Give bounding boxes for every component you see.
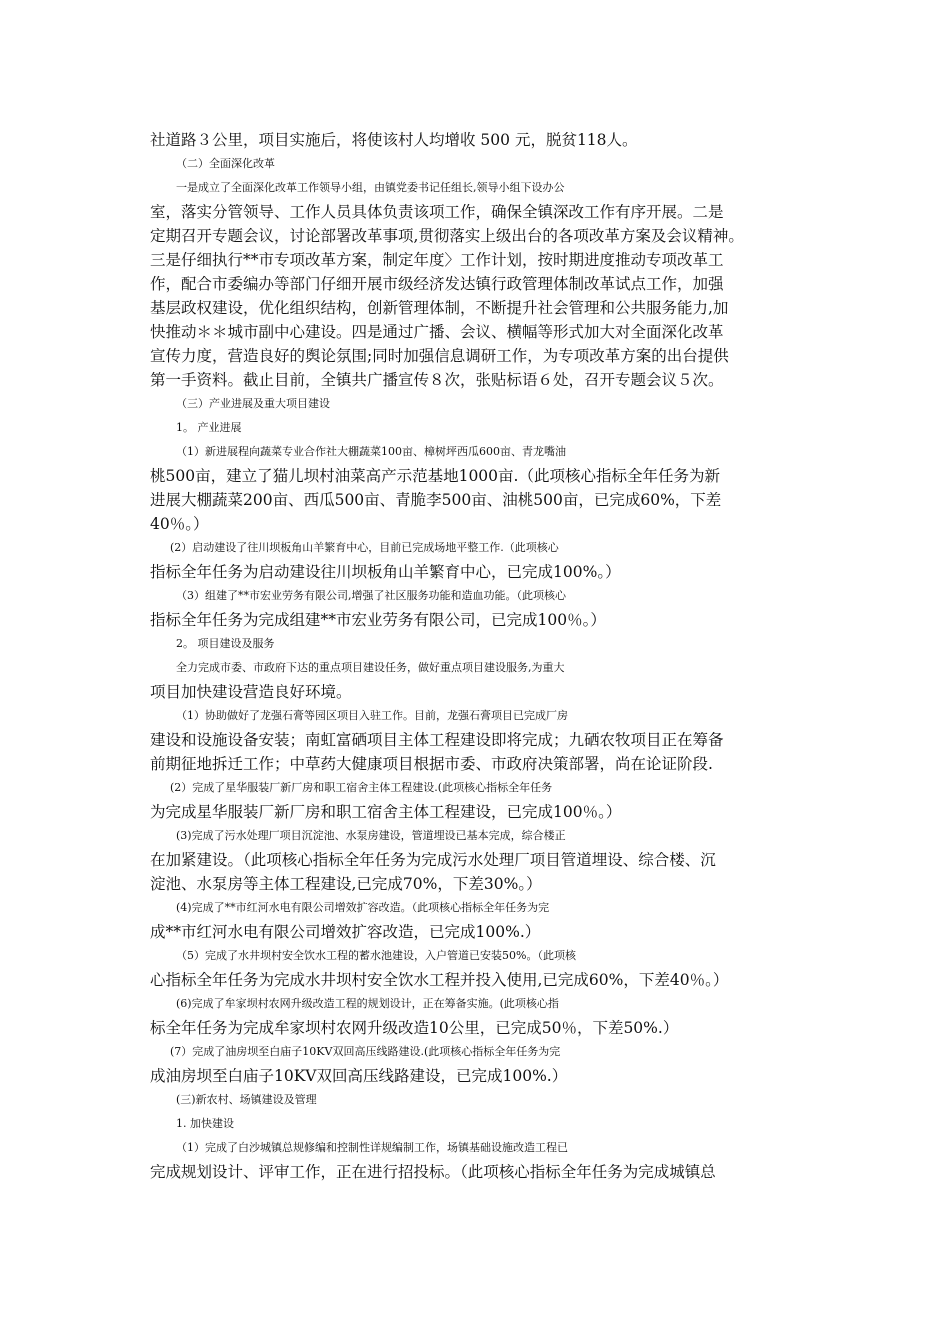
text-line: 快推动＊＊城市副中心建设。四是通过广播、会议、横幅等形式加大对全面深化改革 <box>150 323 724 341</box>
text-line: （1）完成了白沙城镇总规修编和控制性详规编制工作，场镇基础设施改造工程已 <box>176 1141 568 1154</box>
text-line: (3)完成了污水处理厂项目沉淀池、水泵房建设，管道埋设已基本完成，综合楼正 <box>176 829 566 842</box>
subsection-heading: 1。 产业进展 <box>176 421 242 434</box>
text-line: 室，落实分管领导、工作人员具体负责该项工作，确保全镇深改工作有序开展。二是 <box>150 203 724 221</box>
text-line: 40％。） <box>150 515 209 533</box>
text-line: (6)完成了牟家坝村农网升级改造工程的规划设计，正在筹备实施。(此项核心指 <box>176 997 559 1010</box>
text-line: 全力完成市委、市政府下达的重点项目建设任务，做好重点项目建设服务,为重大 <box>176 661 565 674</box>
text-line: 宣传力度，营造良好的舆论氛围;同时加强信息调研工作，为专项改革方案的出台提供 <box>150 347 729 365</box>
text-line: 社道路３公里，项目实施后，将使该村人均增收 500 元，脱贫118人。 <box>150 131 638 149</box>
text-line: 定期召开专题会议，讨论部署改革事项,贯彻落实上级出台的各项改革方案及会议精神。 <box>150 227 744 245</box>
text-line: 基层政权建设，优化组织结构，创新管理体制，不断提升社会管理和公共服务能力,加 <box>150 299 729 317</box>
text-line: （1）新进展程向蔬菜专业合作社大棚蔬菜100亩、樟树坪西瓜600亩、青龙嘴油 <box>176 445 566 458</box>
text-line: 为完成星华服装厂新厂房和职工宿舍主体工程建设，已完成100％。） <box>150 803 622 821</box>
subsection-heading: 1. 加快建设 <box>176 1117 234 1130</box>
section-heading: (三)新农村、场镇建设及管理 <box>176 1093 317 1106</box>
text-line: (2）启动建设了往川坝板角山羊繁育中心，目前已完成场地平整工作.（此项核心 <box>170 541 559 554</box>
text-line: 心指标全年任务为完成水井坝村安全饮水工程并投入使用,已完成60%，下差40％。） <box>150 971 729 989</box>
text-line: 项目加快建设营造良好环境。 <box>150 683 352 701</box>
text-line: 桃500亩，建立了猫儿坝村油菜高产示范基地1000亩.（此项核心指标全年任务为新 <box>150 467 720 485</box>
text-line: 进展大棚蔬菜200亩、西瓜500亩、青脆李500亩、油桃500亩，已完成60%，下差 <box>150 491 722 509</box>
text-line: 标全年任务为完成牟家坝村农网升级改造10公里，已完成50％，下差50%.） <box>150 1019 679 1037</box>
text-line: 在加紧建设。（此项核心指标全年任务为完成污水处理厂项目管道埋设、综合楼、沉 <box>150 851 716 869</box>
text-line: 指标全年任务为完成组建**市宏业劳务有限公司，已完成100％。） <box>150 611 606 629</box>
text-line: （1）协助做好了龙强石膏等园区项目入驻工作。目前，龙强石膏项目已完成厂房 <box>176 709 568 722</box>
text-line: 第一手资料。截止目前，全镇共广播宣传８次，张贴标语６处，召开专题会议５次。 <box>150 371 724 389</box>
section-heading: （二）全面深化改革 <box>176 157 275 170</box>
subsection-heading: 2。 项目建设及服务 <box>176 637 275 650</box>
text-line: 一是成立了全面深化改革工作领导小组，由镇党委书记任组长,领导小组下设办公 <box>176 181 565 194</box>
text-line: (2）完成了星华服装厂新厂房和职工宿舍主体工程建设.(此项核心指标全年任务 <box>170 781 553 794</box>
text-line: 完成规划设计、评审工作，正在进行招投标。（此项核心指标全年任务为完成城镇总 <box>150 1163 716 1181</box>
text-line: 前期征地拆迁工作；中草药大健康项目根据市委、市政府决策部署，尚在论证阶段. <box>150 755 713 773</box>
section-heading: （三）产业进展及重大项目建设 <box>176 397 330 410</box>
text-line: (4)完成了**市红河水电有限公司增效扩容改造。（此项核心指标全年任务为完 <box>176 901 550 914</box>
text-line: 作，配合市委编办等部门仔细开展市级经济发达镇行政管理体制改革试点工作，加强 <box>150 275 724 293</box>
text-line: (7）完成了油房坝至白庙子10KV双回高压线路建设.(此项核心指标全年任务为完 <box>170 1045 561 1058</box>
text-line: 建设和设施设备安装；南虹富硒项目主体工程建设即将完成；九硒农牧项目正在筹备 <box>150 731 724 749</box>
text-line: 成**市红河水电有限公司增效扩容改造，已完成100%.） <box>150 923 541 941</box>
text-line: （5）完成了水井坝村安全饮水工程的蓄水池建设，入户管道已安装50%。（此项核 <box>176 949 576 962</box>
text-line: 三是仔细执行**市专项改革方案，制定年度〉工作计划，按时期进度推动专项改革工 <box>150 251 724 269</box>
text-line: 指标全年任务为启动建设往川坝板角山羊繁育中心，已完成100%。） <box>150 563 621 581</box>
text-line: 淀池、水泵房等主体工程建设,已完成70%，下差30%。） <box>150 875 542 893</box>
text-line: 成油房坝至白庙子10KV双回高压线路建设，已完成100%.） <box>150 1067 568 1085</box>
text-line: （3）组建了**市宏业劳务有限公司,增强了社区服务功能和造血功能。（此项核心 <box>176 589 566 602</box>
